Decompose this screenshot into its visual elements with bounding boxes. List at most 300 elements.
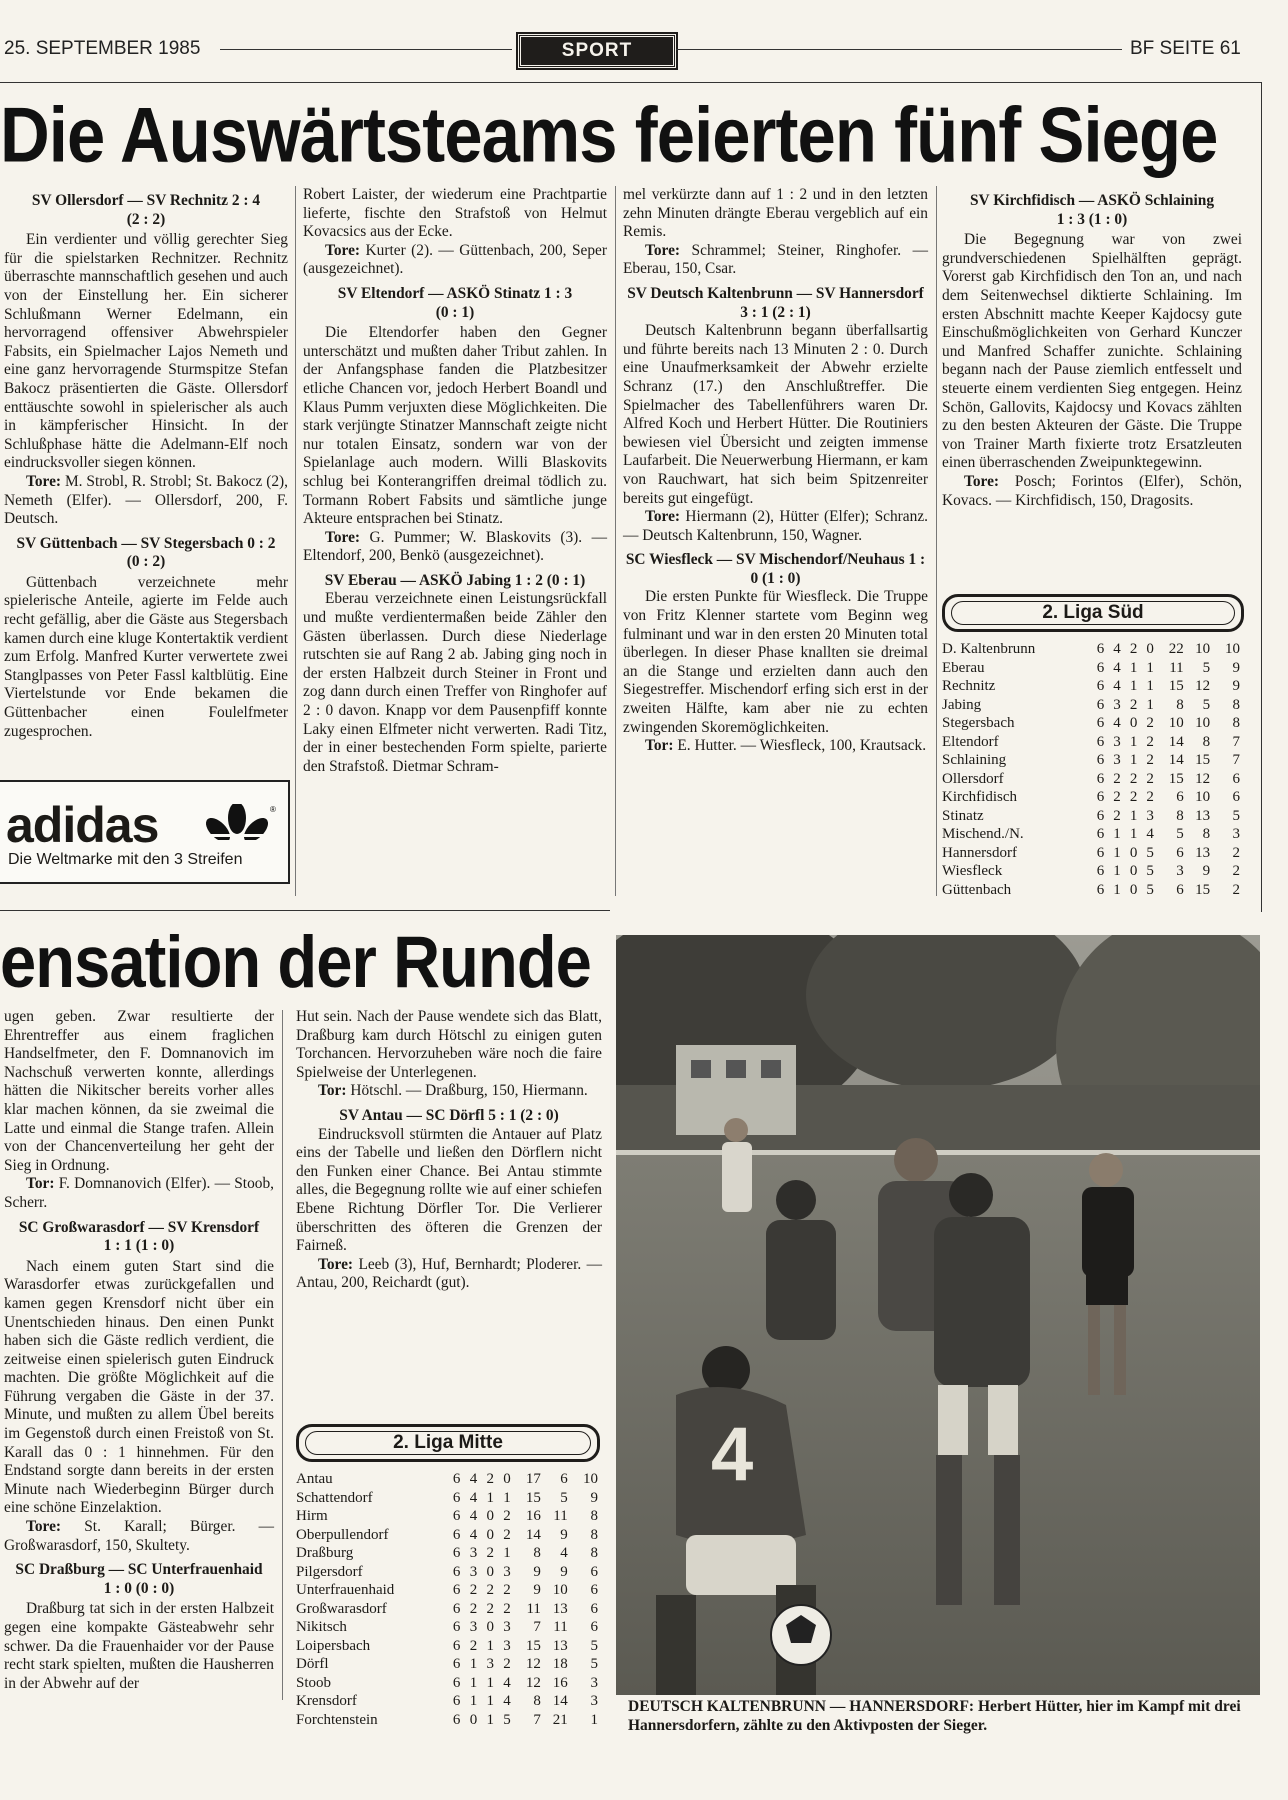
article-paragraph: ugen geben. Zwar resultierte der Ehrentreffer aus einem fraglichen Handselfmeter, den F. Domnanovich im Nachschuß verwerten konnte, allerdings hätten die Nikitscher bereits vorher alles klar machen können, da sie zweimal die Latte und einmal die Stange trafen. Allein von der Chancenverteilung her geht der Sieg in Ordnung. bbox=[4, 1008, 274, 1174]
stat-cell: 2 bbox=[1129, 696, 1138, 713]
article-paragraph: Eindrucksvoll stürmten die Antauer auf Platz eins der Tabelle und ließen den Dörflern nicht den Funken einer Chance. Bei Antau stimmte alles, die Begegnung rollte wie auf einer schiefen Ebene Richtung Dörfler Tor. Die Verlierer überschritten des öfteren die Grenzen der Fairneß. bbox=[296, 1125, 602, 1255]
stat-cell: 1 bbox=[1129, 733, 1138, 750]
stat-cell: 3 bbox=[486, 1656, 494, 1672]
stat-cell: 5 bbox=[1146, 863, 1154, 879]
stat-cell: 1 bbox=[590, 1711, 598, 1728]
stat-cell: 8 bbox=[1202, 733, 1211, 750]
stat-cell: 13 bbox=[552, 1637, 568, 1654]
scorers-label: Tor: bbox=[645, 737, 674, 755]
scorers-text: Posch; Forintos (Elfer), Schön, Kovacs. — Kirchfidisch, 150, Dragosits. bbox=[942, 472, 1242, 509]
scorers-line bbox=[942, 473, 1242, 510]
stat-cell: 9 bbox=[560, 1563, 568, 1580]
svg-text:®: ® bbox=[270, 805, 276, 814]
table-row bbox=[942, 770, 1240, 789]
stat-cell: 16 bbox=[552, 1674, 568, 1691]
stat-cell: 3 bbox=[503, 1563, 511, 1580]
team-name-cell: Güttenbach bbox=[942, 881, 1012, 898]
article-column-3 bbox=[623, 186, 928, 756]
stat-cell: 0 bbox=[1129, 863, 1138, 879]
stat-cell: 18 bbox=[552, 1656, 568, 1672]
team-name-cell: Oberpullendorf bbox=[296, 1526, 389, 1543]
stat-cell: 10 bbox=[1195, 641, 1211, 657]
stat-cell: 5 bbox=[1146, 881, 1154, 898]
stat-cell: 9 bbox=[1232, 659, 1240, 676]
stat-cell: 15 bbox=[1168, 770, 1184, 787]
stat-cell: 7 bbox=[533, 1619, 541, 1635]
team-name-cell: Großwarasdorf bbox=[296, 1600, 387, 1617]
team-name-cell: Mischend./N. bbox=[942, 826, 1024, 842]
stat-cell: 0 bbox=[469, 1711, 478, 1728]
stat-cell: 15 bbox=[525, 1637, 541, 1654]
stat-cell: 2 bbox=[1146, 752, 1154, 768]
article-paragraph: Deutsch Kaltenbrunn begann überfallsartig und führte bereits nach 13 Minuten 2 : 0. Durch eine Unaufmerksamkeit der Abwehr erzielte Schranz (17.) den Anschlußtreffer. Die Spielmacher des Tabellenführers waren Dr. Alfred Koch und Herbert Hütter. Die Routiniers bewiesen viel Übersicht und zeigten immense Laufarbeit. Die Neuerwerbung Hiermann, er kam von Rauchwart, hat sich beim Spitzenreiter bereits gut eingefügt. bbox=[623, 322, 928, 507]
match-heading: SV Kirchfidisch — ASKÖ Schlaining bbox=[969, 192, 1215, 209]
table-row bbox=[296, 1711, 598, 1730]
stat-cell: 8 bbox=[1202, 826, 1211, 842]
table-row bbox=[942, 677, 1240, 696]
article-column-2 bbox=[303, 186, 607, 776]
table-row bbox=[296, 1581, 598, 1600]
team-name-cell: Schlaining bbox=[942, 752, 1007, 768]
stat-cell: 5 bbox=[1232, 807, 1240, 824]
stat-cell: 10 bbox=[1195, 789, 1211, 805]
stat-cell: 1 bbox=[503, 1489, 511, 1506]
stat-cell: 3 bbox=[590, 1674, 598, 1691]
stat-cell: 2 bbox=[503, 1508, 511, 1524]
stat-cell: 5 bbox=[560, 1489, 568, 1506]
stat-cell: 1 bbox=[1113, 863, 1121, 879]
scorers-text: St. Karall; Bürger. — Großwarasdorf, 150, Skultety. bbox=[4, 1518, 274, 1554]
stat-cell: 0 bbox=[486, 1508, 494, 1524]
stat-cell: 2 bbox=[1232, 881, 1240, 898]
stat-cell: 16 bbox=[525, 1508, 541, 1524]
scorers-line bbox=[623, 737, 928, 756]
stat-cell: 6 bbox=[1176, 789, 1184, 805]
scorers-line bbox=[623, 508, 928, 545]
article-paragraph: Eberau verzeichnete einen Leistungsrückfall und mußte verdientermaßen beide Zähler den Gästen überlassen. Durch diese Niederlage rutschten sie auf Rang 2 ab. Jabing ging noch in der ersten Halbzeit durch Steiner in Front und zog dann durch einen Treffer von Ringhofer auf 2 : 0 davon. Knapp vor dem Pausenpfiff konnte Laky einen Elfmeter nicht verwerten. Radi Titz, der in einer bestechenden Form spielte, parierte den Strafstoß. Dietmar Schram- bbox=[303, 590, 607, 775]
team-name-cell: Krensdorf bbox=[296, 1693, 357, 1709]
stat-cell: 2 bbox=[1146, 770, 1154, 787]
team-name-cell: Rechnitz bbox=[942, 678, 996, 694]
stat-cell: 15 bbox=[1195, 881, 1211, 898]
column-rule bbox=[295, 186, 296, 896]
stat-cell: 10 bbox=[1168, 715, 1184, 731]
stat-cell: 6 bbox=[452, 1619, 461, 1635]
stat-cell: 2 bbox=[486, 1600, 494, 1617]
stat-cell: 1 bbox=[1129, 807, 1138, 824]
stat-cell: 6 bbox=[1232, 789, 1240, 805]
table-row bbox=[942, 788, 1240, 807]
stat-cell: 3 bbox=[469, 1545, 478, 1561]
photo-caption: DEUTSCH KALTENBRUNN — HANNERSDORF: Herbert Hütter, hier im Kampf mit drei Hannersdorfern, zählte zu den Aktivposten der Sieger. bbox=[628, 1698, 1241, 1734]
team-name-cell: Hirm bbox=[296, 1508, 328, 1524]
scorers-line bbox=[4, 473, 288, 529]
table-row bbox=[296, 1600, 598, 1619]
stat-cell: 6 bbox=[590, 1600, 598, 1617]
stat-cell: 6 bbox=[1096, 881, 1105, 898]
stat-cell: 10 bbox=[1195, 715, 1211, 731]
match-heading: SV Eberau — ASKÖ Jabing 1 : 2 (0 : 1) bbox=[324, 571, 586, 589]
table-row bbox=[296, 1655, 598, 1674]
stat-cell: 6 bbox=[590, 1619, 598, 1635]
stat-cell: 6 bbox=[1096, 678, 1105, 694]
stat-cell: 8 bbox=[1176, 807, 1184, 824]
stat-cell: 6 bbox=[1232, 770, 1240, 787]
scorers-text: Schrammel; Steiner, Ringhofer. — Eberau, 150, Csar. bbox=[623, 241, 928, 278]
stat-cell: 6 bbox=[452, 1471, 461, 1487]
stat-cell: 2 bbox=[1232, 863, 1240, 879]
stat-cell: 14 bbox=[525, 1526, 541, 1543]
stat-cell: 1 bbox=[486, 1489, 494, 1506]
league-table-mitte bbox=[296, 1470, 598, 1729]
table-row bbox=[942, 659, 1240, 678]
stat-cell: 14 bbox=[1168, 752, 1184, 768]
scorers-text: Leeb (3), Huf, Bernhardt; Ploderer. — Antau, 200, Reichardt (gut). bbox=[296, 1255, 602, 1292]
stat-cell: 8 bbox=[590, 1545, 598, 1561]
stat-cell: 1 bbox=[1129, 752, 1138, 768]
stat-cell: 2 bbox=[469, 1582, 478, 1598]
stat-cell: 12 bbox=[525, 1656, 541, 1672]
stat-cell: 6 bbox=[452, 1711, 461, 1728]
stat-cell: 15 bbox=[525, 1489, 541, 1506]
stat-cell: 2 bbox=[1113, 807, 1121, 824]
table-row bbox=[942, 696, 1240, 715]
stat-cell: 1 bbox=[469, 1693, 478, 1709]
stat-cell: 10 bbox=[583, 1471, 598, 1487]
stat-cell: 4 bbox=[1113, 641, 1121, 657]
stat-cell: 6 bbox=[452, 1545, 461, 1561]
stat-cell: 6 bbox=[1096, 696, 1105, 713]
stat-cell: 9 bbox=[533, 1563, 541, 1580]
stat-cell: 5 bbox=[1202, 659, 1211, 676]
stat-cell: 8 bbox=[533, 1545, 541, 1561]
scorers-line bbox=[4, 1175, 274, 1212]
stat-cell: 17 bbox=[525, 1471, 541, 1487]
stat-cell: 4 bbox=[1113, 678, 1121, 694]
table-row bbox=[296, 1470, 598, 1489]
article-paragraph: Die ersten Punkte für Wiesfleck. Die Truppe von Fritz Klenner startete vom Beginn weg fulminant und war in den ersten 20 Minuten total überlegen. In dieser Phase knallten sie dreimal an die Stange und erzielten dann auch den Siegestreffer. Mischendorf erfing sich erst in der zweiten Hälfte, kam aber nie zu echten zwingenden Skoremöglichkeiten. bbox=[623, 588, 928, 736]
scorers-label: Tore: bbox=[325, 241, 361, 259]
match-heading: SV Antau — SC Dörfl 5 : 1 (2 : 0) bbox=[339, 1106, 559, 1124]
stat-cell: 21 bbox=[552, 1711, 568, 1728]
headline-top: Die Auswärtsteams feierten fünf Siege bbox=[0, 91, 1218, 179]
stat-cell: 8 bbox=[1176, 696, 1184, 713]
stat-cell: 4 bbox=[469, 1471, 478, 1487]
article-paragraph: Hut sein. Nach der Pause wendete sich das Blatt, Draßburg kam durch Hötschl zu einigen guten Torchancen. Hervorzuheben wäre noch die faire Spielweise der Unterlegenen. bbox=[296, 1008, 602, 1081]
table-row bbox=[942, 751, 1240, 770]
stat-cell: 2 bbox=[1129, 641, 1138, 657]
stat-cell: 5 bbox=[1202, 696, 1211, 713]
table-row bbox=[942, 714, 1240, 733]
table-row bbox=[296, 1544, 598, 1563]
stat-cell: 1 bbox=[469, 1674, 478, 1691]
stat-cell: 11 bbox=[526, 1600, 541, 1617]
scorers-text: G. Pummer; W. Blaskovits (3). — Eltendorf, 200, Benkö (ausgezeichnet). bbox=[303, 528, 607, 565]
team-name-cell: Ollersdorf bbox=[942, 770, 1004, 787]
stat-cell: 6 bbox=[452, 1489, 461, 1506]
article-column-6 bbox=[296, 1008, 602, 1293]
stat-cell: 8 bbox=[533, 1693, 541, 1709]
scorers-label: Tore: bbox=[318, 1255, 354, 1273]
stat-cell: 6 bbox=[1096, 659, 1105, 676]
stat-cell: 0 bbox=[486, 1526, 494, 1543]
stat-cell: 5 bbox=[1176, 826, 1184, 842]
stat-cell: 1 bbox=[1146, 659, 1154, 676]
article-paragraph: mel verkürzte dann auf 1 : 2 und in den letzten zehn Minuten drängte Eberau vergeblich auf ein Remis. bbox=[623, 186, 928, 241]
team-name-cell: Eberau bbox=[942, 659, 985, 676]
scorers-text: F. Domnanovich (Elfer). — Stoob, Scherr. bbox=[4, 1175, 274, 1211]
stat-cell: 6 bbox=[590, 1582, 598, 1598]
team-name-cell: Wiesfleck bbox=[942, 863, 1003, 879]
match-heading: SV Deutsch Kaltenbrunn — SV Hannersdorf 3 : 1 (2 : 1) bbox=[627, 284, 924, 321]
article-column-1 bbox=[4, 186, 288, 741]
team-name-cell: Pilgersdorf bbox=[296, 1563, 363, 1580]
stat-cell: 13 bbox=[1195, 844, 1211, 861]
stat-cell: 6 bbox=[1096, 770, 1105, 787]
stat-cell: 2 bbox=[486, 1582, 494, 1598]
article-paragraph: Ein verdienter und völlig gerechter Sieg für die spielstarken Rechnitzer. Rechnitz überraschte mannschaftlich gesehen und auch von der Einstellung her. Ein sicherer Schlußmann Werner Edelmann, ein hervorragend offensiver Abwehrspieler Fabsits, ein Spielmacher Lajos Nemeth und eine ganz hervorragende Sturmspitze Stefan Bakocz präsentierten die Gäste. Ollersdorf enttäuschte sowohl in spielerischer als auch in kämpferischer Hinsicht. In der Schlußphase hätte die Adelmann-Elf noch eindrucksvoller siegen können. bbox=[4, 231, 288, 472]
column-rule bbox=[936, 186, 937, 896]
scorers-label: Tore: bbox=[645, 508, 681, 526]
stat-cell: 2 bbox=[1113, 770, 1121, 787]
scorers-line bbox=[303, 242, 607, 279]
match-score: 1 : 3 (1 : 0) bbox=[1056, 210, 1128, 228]
header-rule-right bbox=[676, 49, 1122, 50]
column-rule bbox=[615, 186, 616, 896]
stat-cell: 6 bbox=[1096, 715, 1105, 731]
trefoil-logo-icon bbox=[198, 804, 276, 850]
stat-cell: 6 bbox=[560, 1471, 568, 1487]
stat-cell: 2 bbox=[503, 1600, 511, 1617]
scorers-label: Tore: bbox=[645, 241, 681, 259]
scorers-label: Tore: bbox=[26, 472, 62, 490]
scorers-line bbox=[4, 1518, 274, 1555]
scorers-text: E. Hutter. — Wiesfleck, 100, Krautsack. bbox=[673, 737, 927, 755]
scorers-label: Tore: bbox=[325, 528, 361, 546]
stat-cell: 6 bbox=[1096, 863, 1105, 879]
team-name-cell: Draßburg bbox=[296, 1545, 354, 1561]
match-heading: SC Draßburg — SC Unterfrauenhaid bbox=[15, 1561, 263, 1579]
stat-cell: 6 bbox=[1096, 826, 1105, 842]
stat-cell: 3 bbox=[1113, 733, 1121, 750]
table-row bbox=[942, 844, 1240, 863]
stat-cell: 0 bbox=[486, 1619, 494, 1635]
ad-tagline: Die Weltmarke mit den 3 Streifen bbox=[8, 851, 243, 868]
stat-cell: 2 bbox=[503, 1582, 511, 1598]
stat-cell: 4 bbox=[469, 1489, 478, 1506]
stat-cell: 2 bbox=[1129, 789, 1138, 805]
scorers-text: Kurter (2). — Güttenbach, 200, Seper (ausgezeichnet). bbox=[303, 241, 607, 278]
stat-cell: 1 bbox=[1113, 844, 1121, 861]
stat-cell: 22 bbox=[1168, 641, 1184, 657]
stat-cell: 3 bbox=[503, 1619, 511, 1635]
stat-cell: 1 bbox=[486, 1693, 494, 1709]
stat-cell: 6 bbox=[1096, 733, 1105, 750]
stat-cell: 11 bbox=[553, 1619, 568, 1635]
stat-cell: 4 bbox=[1113, 659, 1121, 676]
stat-cell: 6 bbox=[452, 1582, 461, 1598]
stat-cell: 0 bbox=[1146, 641, 1154, 657]
table-row bbox=[296, 1526, 598, 1545]
stat-cell: 10 bbox=[552, 1582, 568, 1598]
match-score: (0 : 1) bbox=[435, 303, 475, 321]
stat-cell: 1 bbox=[1129, 659, 1138, 676]
table-row bbox=[296, 1618, 598, 1637]
stat-cell: 1 bbox=[486, 1637, 494, 1654]
team-name-cell: Kirchfidisch bbox=[942, 789, 1017, 805]
stat-cell: 10 bbox=[1225, 641, 1240, 657]
scorers-text: Hötschl. — Draßburg, 150, Hiermann. bbox=[346, 1082, 588, 1100]
stat-cell: 0 bbox=[486, 1563, 494, 1580]
shirt-number: 4 bbox=[711, 1412, 754, 1497]
stat-cell: 6 bbox=[1176, 881, 1184, 898]
article-paragraph: Nach einem guten Start sind die Warasdorfer etwas zurückgefallen und kamen gegen Krensdorf nicht über ein Unentschieden hinaus. Den einen Punkt haben sich die Gäste redlich verdient, die zeitweise einen spielerisch guten Eindruck machten. Die größte Möglichkeit auf die Führung vergaben die Gäste in der 37. Minute, und mußten zu allem Übel bereits im Gegenstoß durch einen Freistoß von St. Karall das 0 : 1 hinnehmen. Für den Endstand sorgte dann bereits in der ersten Minute nach Wiederbeginn Bürger durch eine schöne Einzelaktion. bbox=[4, 1257, 274, 1517]
match-heading: SV Eltendorf — ASKÖ Stinatz 1 : 3 bbox=[337, 284, 573, 302]
match-photo bbox=[616, 935, 1260, 1695]
stat-cell: 6 bbox=[590, 1563, 598, 1580]
stat-cell: 4 bbox=[503, 1693, 511, 1709]
stat-cell: 1 bbox=[1113, 826, 1121, 842]
team-name-cell: Forchtenstein bbox=[296, 1711, 378, 1728]
stat-cell: 6 bbox=[1096, 789, 1105, 805]
stat-cell: 0 bbox=[503, 1471, 511, 1487]
league-table-title: 2. Liga Süd bbox=[942, 594, 1244, 632]
stat-cell: 0 bbox=[1129, 844, 1138, 861]
stat-cell: 6 bbox=[452, 1508, 461, 1524]
scorers-line bbox=[296, 1256, 602, 1293]
stat-cell: 15 bbox=[1195, 752, 1211, 768]
stat-cell: 1 bbox=[503, 1545, 511, 1561]
stat-cell: 2 bbox=[486, 1545, 494, 1561]
stat-cell: 9 bbox=[590, 1489, 598, 1506]
stat-cell: 13 bbox=[1195, 807, 1211, 824]
stat-cell: 2 bbox=[1129, 770, 1138, 787]
stat-cell: 6 bbox=[452, 1600, 461, 1617]
stat-cell: 4 bbox=[469, 1508, 478, 1524]
article-paragraph: Die Begegnung war von zwei grundverschiedenen Spielhälften geprägt. Vorerst gab Kirchfidisch den Ton an, und nach dem Seitenwechsel diktierte Schlaining. Im ersten Abschnitt machte Keeper Kajdocsy gute Einschußmöglichkeiten von Gerhard Kunczer und Manfred Schaffer zunichte. Schlaining begann nach der Pause ziemlich entfesselt und steuerte einem verdienten Sieg entgegen. Heinz Schön, Gallovits, Kajdocsy und Kovacs zählten zu den besten Akteuren der Gäste. Die Truppe von Trainer Marth fixierte trotz Ersatzleuten einen überraschenden Zweipunktegewinn. bbox=[942, 231, 1242, 472]
stat-cell: 8 bbox=[590, 1526, 598, 1543]
match-score: (2 : 2) bbox=[126, 210, 166, 228]
stat-cell: 2 bbox=[1146, 789, 1154, 805]
stat-cell: 9 bbox=[1232, 678, 1240, 694]
stat-cell: 7 bbox=[533, 1711, 541, 1728]
stat-cell: 6 bbox=[1176, 844, 1184, 861]
table-row bbox=[942, 733, 1240, 752]
team-name-cell: Jabing bbox=[942, 696, 982, 713]
stat-cell: 6 bbox=[452, 1693, 461, 1709]
team-name-cell: Nikitsch bbox=[296, 1619, 347, 1635]
team-name-cell: Antau bbox=[296, 1471, 333, 1487]
article-paragraph: Die Eltendorfer haben den Gegner unterschätzt und mußten daher Tribut zahlen. In der Anfangsphase fanden die Platzbesitzer etliche Chancen vor, jedoch Herbert Boandl und Klaus Pumm verjuxten diese Möglichkeiten. Die stark verjüngte Stinatzer Mannschaft zeigte nicht nur totalen Einsatz, sondern war von der Spielanlage auch modern. Willi Blaskovits schlug bei Konterangriffen dreimal tödlich zu. Tormann Robert Fabsits und sämtliche junge Akteure entsprachen bei Stinatz. bbox=[303, 324, 607, 528]
stat-cell: 3 bbox=[503, 1637, 511, 1654]
stat-cell: 7 bbox=[1232, 752, 1240, 768]
headline-bottom: ensation der Runde bbox=[0, 921, 591, 1003]
stat-cell: 14 bbox=[1168, 733, 1184, 750]
team-name-cell: Eltendorf bbox=[942, 733, 999, 750]
match-photo-illustration bbox=[616, 935, 1260, 1695]
stat-cell: 4 bbox=[469, 1526, 478, 1543]
stat-cell: 2 bbox=[469, 1637, 478, 1654]
section-label: SPORT bbox=[518, 34, 676, 68]
stat-cell: 14 bbox=[552, 1693, 568, 1709]
stat-cell: 2 bbox=[1146, 733, 1154, 750]
stat-cell: 1 bbox=[486, 1711, 494, 1728]
frame-top-rule bbox=[0, 82, 1262, 83]
table-row bbox=[942, 881, 1240, 900]
stat-cell: 2 bbox=[1146, 715, 1154, 731]
stat-cell: 5 bbox=[1146, 844, 1154, 861]
team-name-cell: Dörfl bbox=[296, 1656, 329, 1672]
stat-cell: 6 bbox=[452, 1674, 461, 1691]
match-heading: SC Wiesfleck — SV Mischendorf/Neuhaus 1 : 0 (1 : 0) bbox=[625, 551, 926, 587]
stat-cell: 8 bbox=[1232, 715, 1240, 731]
stat-cell: 3 bbox=[1232, 826, 1240, 842]
stat-cell: 11 bbox=[1169, 659, 1184, 676]
stat-cell: 6 bbox=[1096, 641, 1105, 657]
stat-cell: 6 bbox=[452, 1637, 461, 1654]
scorers-text: M. Strobl, R. Strobl; St. Bakocz (2), Nemeth (Elfer). — Ollersdorf, 200, F. Deutsch. bbox=[4, 472, 288, 528]
table-row bbox=[942, 862, 1240, 881]
table-row bbox=[296, 1637, 598, 1656]
stat-cell: 1 bbox=[1146, 696, 1154, 713]
article-column-4 bbox=[942, 186, 1242, 510]
table-row bbox=[942, 825, 1240, 844]
article-paragraph: Güttenbach verzeichnete mehr spielerische Anteile, agierte im Felde auch recht gefällig, aber die Gäste aus Stegersbach kamen durch eine kluge Kontertaktik verdient zum Erfolg. Manfred Kurter verwertete zwei Stanglpasses von Peter Fassl kaltblütig. Eine Viertelstunde vor Ende bekamen die Güttenbacher einen Foulelfmeter zugesprochen. bbox=[4, 573, 288, 740]
stat-cell: 5 bbox=[503, 1711, 511, 1728]
stat-cell: 5 bbox=[590, 1656, 598, 1672]
match-score: 1 : 1 (1 : 0) bbox=[103, 1237, 175, 1255]
scorers-line bbox=[303, 529, 607, 566]
stat-cell: 12 bbox=[1195, 770, 1211, 787]
ad-brand: adidas bbox=[6, 797, 159, 853]
team-name-cell: Stinatz bbox=[942, 807, 984, 824]
stat-cell: 9 bbox=[560, 1526, 568, 1543]
stat-cell: 12 bbox=[525, 1674, 541, 1691]
stat-cell: 1 bbox=[1129, 826, 1138, 842]
stat-cell: 3 bbox=[469, 1619, 478, 1635]
scorers-line bbox=[296, 1082, 602, 1101]
stat-cell: 15 bbox=[1168, 678, 1184, 694]
scorers-text: Hiermann (2), Hütter (Elfer); Schranz. — Deutsch Kaltenbrunn, 150, Wagner. bbox=[623, 508, 928, 544]
stat-cell: 1 bbox=[1129, 678, 1138, 694]
stat-cell: 1 bbox=[1113, 881, 1121, 898]
match-heading: SC Großwarasdorf — SV Krensdorf bbox=[18, 1218, 260, 1236]
stat-cell: 0 bbox=[1129, 881, 1138, 898]
league-table-sued bbox=[942, 640, 1240, 899]
article-paragraph: Robert Laister, der wiederum eine Prachtpartie lieferte, fischte den Strafstoß von Helmut Kovacsics aus der Ecke. bbox=[303, 186, 607, 241]
table-row bbox=[296, 1489, 598, 1508]
team-name-cell: D. Kaltenbrunn bbox=[942, 641, 1036, 657]
table-row bbox=[296, 1507, 598, 1526]
stat-cell: 1 bbox=[486, 1674, 494, 1691]
stat-cell: 4 bbox=[1113, 715, 1121, 731]
stat-cell: 6 bbox=[452, 1656, 461, 1672]
table-row bbox=[942, 807, 1240, 826]
table-row bbox=[942, 640, 1240, 659]
stat-cell: 2 bbox=[503, 1526, 511, 1543]
page-number: BF SEITE 61 bbox=[1130, 38, 1241, 59]
frame-right-rule bbox=[1261, 82, 1262, 912]
stat-cell: 13 bbox=[552, 1600, 568, 1617]
stat-cell: 6 bbox=[452, 1563, 461, 1580]
section-rule bbox=[0, 910, 610, 911]
stat-cell: 5 bbox=[590, 1637, 598, 1654]
stat-cell: 2 bbox=[486, 1471, 494, 1487]
match-heading: SV Güttenbach — SV Stegersbach 0 : 2 bbox=[16, 534, 276, 552]
team-name-cell: Stegersbach bbox=[942, 715, 1015, 731]
team-name-cell: Unterfrauenhaid bbox=[296, 1582, 395, 1598]
stat-cell: 2 bbox=[1232, 844, 1240, 861]
